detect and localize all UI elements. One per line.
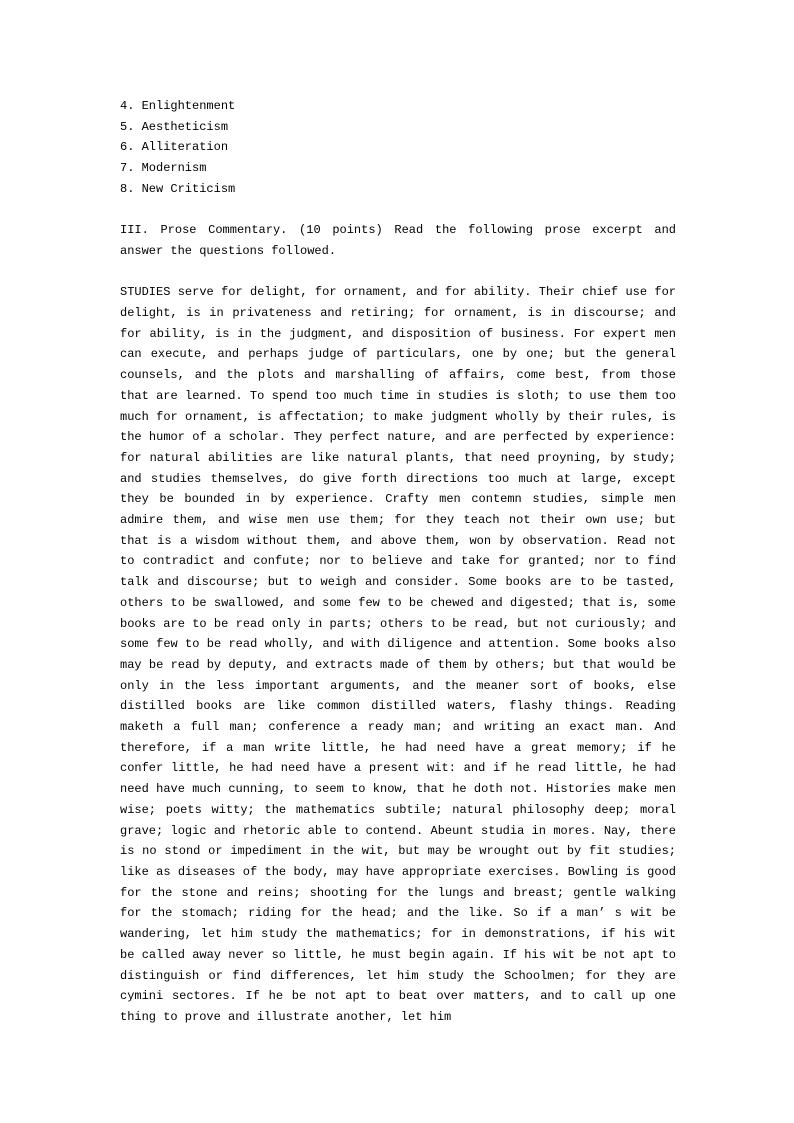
prose-excerpt: STUDIES serve for delight, for ornament, and for ability. Their chief use for delight, is in privateness and retiring; for ornament, is in discourse; and for ability, is in the judgment, and disposition of business. For expert men can execute, and perhaps judge of particulars, one by one; but the general counsels, and the plots and marshalling of affairs, come best, from those that are learned. To spend too much time in studies is sloth; to use them too much for ornament, is affectation; to make judgment wholly by their rules, is the humor of a scholar. They perfect nature, and are perfected by experience: for natural abilities are like natural plants, that need proyning, by study; and studies themselves, do give forth directions too much at large, except they be bounded in by experience. Crafty men contemn studies, simple men admire them, and wise men use them; for they teach not their own use; but that is a wisdom without them, and above them, won by observation. Read not to contradict and confute; nor to believe and take for granted; nor to find talk and discourse; but to weigh and consider. Some books are to be tasted, others to be swallowed, and some few to be chewed and digested; that is, some books are to be read only in parts; others to be read, but not curiously; and some few to be read wholly, and with diligence and attention. Some books also may be read by deputy, and extracts made of them by others; but that would be only in the less important arguments, and the meaner sort of books, else distilled books are like common distilled waters, flashy things. Reading maketh a full man; conference a ready man; and writing an exact man. And therefore, if a man write little, he had need have a great memory; if he confer little, he had need have a present wit: and if he read little, he had need have much cunning, to seem to know, that he doth not. Histories make men wise; poets witty; the mathematics subtile; natural philosophy deep; moral grave; logic and rhetoric able to contend. Abeunt studia in mores. Nay, there is no stond or impediment in the wit, but may be wrought out by fit studies; like as diseases of the body, may have appropriate exercises. Bowling is good for the stone and reins; shooting for the lungs and breast; gentle walking for the stomach; riding for the head; and the like. So if a man’ s wit be wandering, let him study the mathematics; for in demonstrations, if his wit be called away never so little, he must begin again. If his wit be not apt to distinguish or find differences, let him study the Schoolmen; for they are cymini sectores. If he be not apt to beat over matters, and to call up one thing to prove and illustrate another, let him: [120, 285, 676, 1024]
term-list-item: 8. New Criticism: [120, 181, 236, 196]
page-content: [120, 96, 676, 1028]
section-heading: III. Prose Commentary. (10 points) Read the following prose excerpt and answer the questions followed.: [120, 223, 676, 258]
term-list-item: 7. Modernism: [120, 161, 207, 176]
term-list: [120, 96, 676, 200]
term-list-item: 4. Enlightenment: [120, 99, 236, 113]
term-list-item: 5. Aestheticism: [120, 119, 229, 134]
term-list-item: 6. Alliteration: [120, 140, 229, 155]
